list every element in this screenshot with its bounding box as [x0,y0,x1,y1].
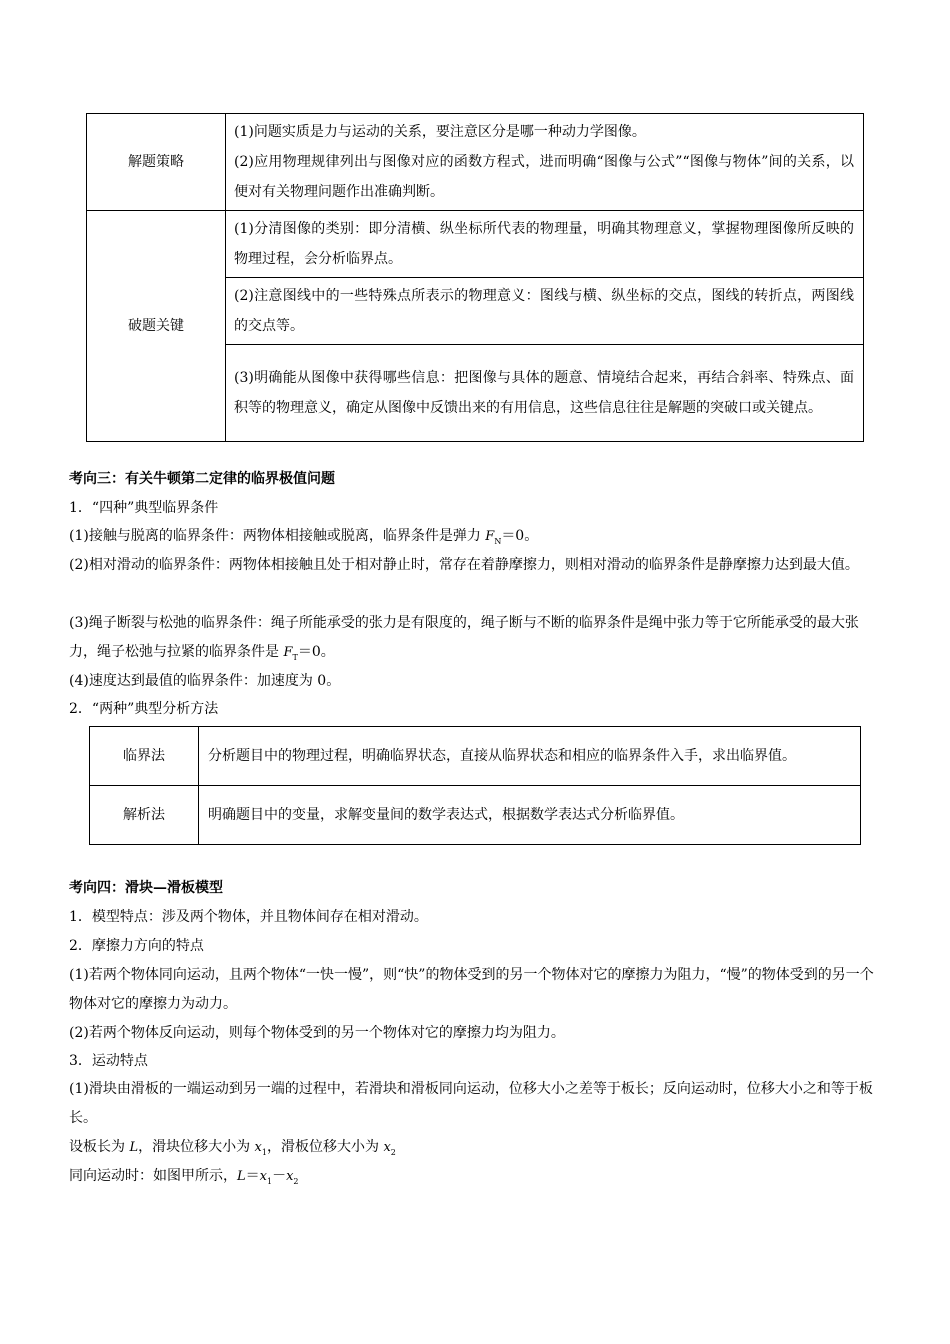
method-text: 明确题目中的变量，求解变量间的数学表达式，根据数学表达式分析临界值。 [199,786,861,845]
strategy-cell [226,114,864,211]
table-row [90,727,861,786]
strategy-table [86,113,864,442]
paragraph: 3．运动特点 [69,1053,148,1069]
table-row [87,211,864,278]
variable: L [237,1169,246,1184]
subscript: 1 [261,1147,267,1157]
paragraph [69,1162,881,1196]
subscript: T [292,652,298,662]
text: (3)绳子断裂与松弛的临界条件：绳子所能承受的张力是有限度的，绳子断与不断的临界条件是绳中张力等于它所能承受的最大张力，绳子松弛与拉紧的临界条件是 [69,615,859,660]
method-table [89,726,861,845]
text: ＝0。 [297,644,335,660]
key-item: (1)分清图像的类别：即分清横、纵坐标所代表的物理量，明确其物理意义，掌握物理图像所反映的物理过程，会分析临界点。 [226,211,864,278]
strategy-item: (2)应用物理规律列出与图像对应的函数方程式，进而明确“图像与公式”“图像与物体”间的关系，以便对有关物理问题作出准确判断。 [234,154,854,200]
paragraph: 2．“两种”典型分析方法 [69,701,219,717]
section-heading: 考向三：有关牛顿第二定律的临界极值问题 [69,471,335,487]
paragraph: 1．模型特点：涉及两个物体，并且物体间存在相对滑动。 [69,909,428,925]
text: ，滑块位移大小为 [138,1139,255,1155]
variable: F [283,645,293,660]
method-label: 临界法 [90,727,199,786]
variable: x [383,1140,391,1155]
variable: L [129,1140,139,1155]
text: 同向运动时：如图甲所示， [69,1168,237,1184]
strategy-item: (1)问题实质是力与运动的关系，要注意区分是哪一种动力学图像。 [234,124,646,140]
paragraph [69,609,881,672]
section-heading: 考向四：滑块—滑板模型 [69,880,223,896]
subscript: 2 [293,1176,299,1186]
variable: x [254,1140,262,1155]
paragraph: (4)速度达到最值的临界条件：加速度为 0。 [69,673,341,689]
paragraph: (1)滑块由滑板的一端运动到另一端的过程中，若滑块和滑板同向运动，位移大小之差等于板长；反向运动时，位移大小之和等于板长。 [69,1081,873,1126]
variable: F [485,529,495,544]
paragraph: (2)若两个物体反向运动，则每个物体受到的另一个物体对它的摩擦力均为阻力。 [69,1025,565,1041]
text: 设板长为 [69,1139,130,1155]
paragraph: (2)相对滑动的临界条件：两物体相接触且处于相对静止时，常存在着静摩擦力，则相对滑动的临界条件是静摩擦力达到最大值。 [69,557,859,573]
paragraph: 1．“四种”典型临界条件 [69,500,219,516]
method-label: 解析法 [90,786,199,845]
subscript: N [494,536,502,546]
text: ＝0。 [501,528,539,544]
text: － [272,1168,287,1184]
text: ，滑板位移大小为 [266,1139,384,1155]
paragraph: (1)若两个物体同向运动，且两个物体“一快一慢”，则“快”的物体受到的另一个物体对它的摩擦力为阻力，“慢”的物体受到的另一个物体对它的摩擦力为动力。 [69,967,874,1012]
subscript: 2 [390,1147,396,1157]
variable: x [259,1169,267,1184]
text: ＝ [245,1168,260,1184]
subscript: 1 [266,1176,273,1186]
table-row [90,786,861,845]
paragraph: 2．摩擦力方向的特点 [69,938,204,954]
text: (1)接触与脱离的临界条件：两物体相接触或脱离，临界条件是弹力 [69,528,486,544]
key-label: 破题关键 [87,211,226,442]
strategy-label: 解题策略 [87,114,226,211]
key-item: (3)明确能从图像中获得哪些信息：把图像与具体的题意、情境结合起来，再结合斜率、特殊点、面积等的物理意义，确定从图像中反馈出来的有用信息，这些信息往往是解题的突破口或关键点。 [226,345,864,442]
variable: x [286,1169,294,1184]
table-row [87,114,864,211]
method-text: 分析题目中的物理过程，明确临界状态，直接从临界状态和相应的临界条件入手，求出临界值。 [199,727,861,786]
key-item: (2)注意图线中的一些特殊点所表示的物理意义：图线与横、纵坐标的交点，图线的转折点，两图线的交点等。 [226,278,864,345]
